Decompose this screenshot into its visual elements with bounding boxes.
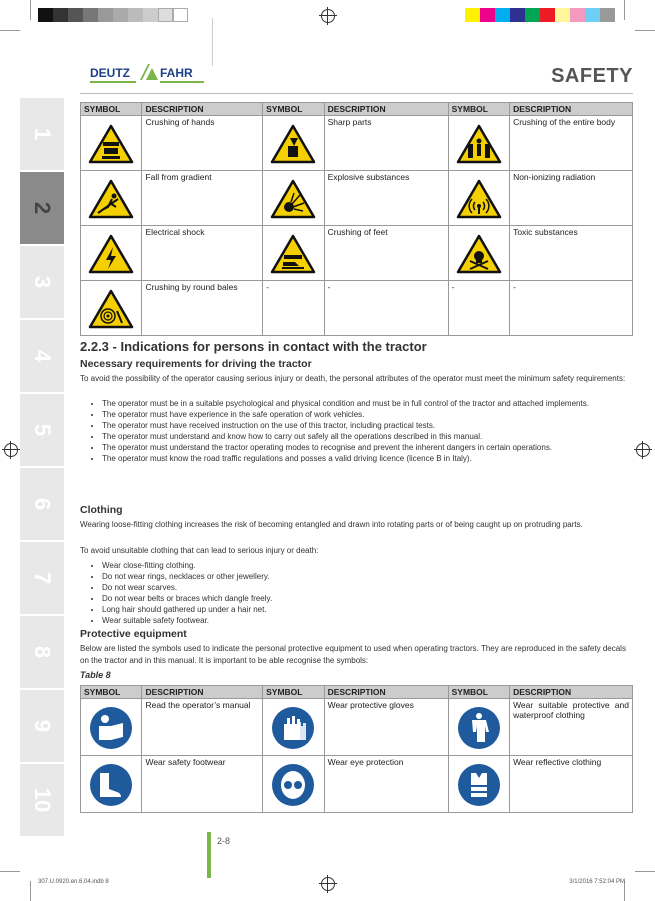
crop-mark	[624, 0, 625, 20]
chapter-tab-6[interactable]: 6	[20, 468, 64, 540]
requirements-list	[90, 398, 642, 464]
symbol-cell	[448, 756, 509, 813]
page-number-bar	[207, 832, 211, 878]
description-cell: Crushing of the entire body	[510, 116, 633, 171]
protective-gloves-icon	[271, 706, 315, 750]
description-cell: Fall from gradient	[142, 171, 263, 226]
list-item: • Wear close-fitting clothing.	[102, 560, 642, 571]
list-item: • The operator must understand and know how to carry out safely all the operations described in this manual.	[102, 431, 642, 442]
list-item: • Do not wear scarves.	[102, 582, 642, 593]
description-cell: Crushing by round bales	[142, 281, 263, 336]
column-header: SYMBOL	[81, 103, 142, 116]
chapter-tab-2[interactable]: 2	[20, 172, 64, 244]
symbol-cell	[448, 116, 509, 171]
table-row	[81, 756, 633, 813]
symbol-cell	[263, 699, 324, 756]
description-cell: Wear eye protection	[324, 756, 448, 813]
crop-mark	[0, 871, 20, 872]
column-header: SYMBOL	[263, 686, 324, 699]
table-header-row	[81, 103, 633, 116]
list-item: • Do not wear rings, necklaces or other jewellery.	[102, 571, 642, 582]
column-header: DESCRIPTION	[142, 103, 263, 116]
registration-mark-top	[321, 9, 335, 23]
protective-equipment-heading: Protective equipment	[80, 628, 187, 640]
protective-clothing-icon	[457, 706, 501, 750]
electrical-shock-warning-icon	[88, 234, 134, 274]
list-item: • Do not wear belts or braces which dangle freely.	[102, 593, 642, 604]
crushing-hands-warning-icon	[88, 124, 134, 164]
chapter-tab-10[interactable]: 10	[20, 764, 64, 836]
description-cell: Non-ionizing radiation	[510, 171, 633, 226]
requirements-intro: To avoid the possibility of the operator causing serious injury or death, the personal attributes of the operator must meet the minimum safety requirements:	[80, 374, 626, 383]
crushing-body-warning-icon	[456, 124, 502, 164]
symbol-cell	[81, 171, 142, 226]
description-cell: Read the operator’s manual	[142, 699, 263, 756]
warning-symbols-table	[80, 102, 633, 336]
empty-symbol-cell: -	[263, 281, 324, 336]
symbol-cell	[81, 226, 142, 281]
safety-footwear-icon	[89, 763, 133, 807]
list-item: • The operator must have experience in the safe operation of work vehicles.	[102, 409, 642, 420]
crushing-feet-warning-icon	[270, 234, 316, 274]
list-item: • The operator must have received instruction on the use of this tractor, including practical tests.	[102, 420, 642, 431]
column-header: DESCRIPTION	[324, 686, 448, 699]
symbol-cell	[448, 171, 509, 226]
description-cell: Wear suitable protective and waterproof clothing	[510, 699, 633, 756]
empty-symbol-cell: -	[448, 281, 509, 336]
chapter-tab-1[interactable]: 1	[20, 98, 64, 170]
description-cell: Wear reflective clothing	[510, 756, 633, 813]
description-cell: Crushing of hands	[142, 116, 263, 171]
symbol-cell	[448, 699, 509, 756]
table-header-row	[81, 686, 633, 699]
print-date: 3/1/2016 7:52:04 PM	[569, 879, 625, 885]
description-cell: -	[510, 281, 633, 336]
column-header: SYMBOL	[81, 686, 142, 699]
crop-mark	[635, 30, 655, 31]
symbol-cell	[81, 699, 142, 756]
list-item: • The operator must be in a suitable psychological and physical condition and must be in full control of the tractor and attached implements.	[102, 398, 642, 409]
ppe-symbols-table	[80, 685, 633, 813]
symbol-cell	[448, 226, 509, 281]
table-row	[81, 226, 633, 281]
column-header: SYMBOL	[263, 103, 324, 116]
explosive-substances-warning-icon	[270, 179, 316, 219]
description-cell: Wear safety footwear	[142, 756, 263, 813]
table-caption: Table 8	[80, 670, 111, 680]
requirements-heading: Necessary requirements for driving the tractor	[80, 358, 312, 370]
description-cell: Sharp parts	[324, 116, 448, 171]
page-edge-line	[212, 18, 213, 66]
clothing-list	[90, 560, 642, 626]
symbol-cell	[263, 226, 324, 281]
registration-mark-left	[4, 443, 18, 457]
chapter-tab-3[interactable]: 3	[20, 246, 64, 318]
description-cell: Wear protective gloves	[324, 699, 448, 756]
non-ionizing-radiation-warning-icon	[456, 179, 502, 219]
list-item: • Long hair should gathered up under a hair net.	[102, 604, 642, 615]
description-cell: -	[324, 281, 448, 336]
header-rule	[80, 93, 633, 94]
chapter-tab-8[interactable]: 8	[20, 616, 64, 688]
symbol-cell	[81, 756, 142, 813]
list-item: • The operator must know the road traffic regulations and posses a valid driving licence (licence B in Italy).	[102, 453, 642, 464]
protective-equipment-intro: Below are listed the symbols used to indicate the personal protective equipment to used when operating tractors. They are reproduced in the safety decals on the tractor and in this manual. It is important to be able recognise the symbols:	[80, 644, 626, 665]
column-header: SYMBOL	[448, 686, 509, 699]
column-header: SYMBOL	[448, 103, 509, 116]
read-manual-icon	[89, 706, 133, 750]
table-row	[81, 116, 633, 171]
page-number: 2-8	[217, 836, 231, 846]
sharp-parts-warning-icon	[270, 124, 316, 164]
chapter-tab-7[interactable]: 7	[20, 542, 64, 614]
column-header: DESCRIPTION	[510, 103, 633, 116]
symbol-cell	[81, 116, 142, 171]
crop-mark	[0, 30, 20, 31]
eye-protection-icon	[271, 763, 315, 807]
crop-mark	[635, 871, 655, 872]
svg-text:FAHR: FAHR	[160, 66, 193, 80]
column-header: DESCRIPTION	[324, 103, 448, 116]
list-item: • The operator must understand the tractor operating modes to recognise and prevent the inherent dangers in certain operations.	[102, 442, 642, 453]
crop-mark	[30, 0, 31, 20]
column-header: DESCRIPTION	[142, 686, 263, 699]
registration-mark-bottom	[321, 877, 335, 891]
column-header: DESCRIPTION	[510, 686, 633, 699]
description-cell: Toxic substances	[510, 226, 633, 281]
svg-text:DEUTZ: DEUTZ	[90, 66, 130, 80]
table-row	[81, 281, 633, 336]
list-item: • Wear suitable safety footwear.	[102, 615, 642, 626]
symbol-cell	[263, 171, 324, 226]
description-cell: Crushing of feet	[324, 226, 448, 281]
clothing-intro: To avoid unsuitable clothing that can lead to serious injury or death:	[80, 546, 319, 555]
clothing-heading: Clothing	[80, 504, 123, 516]
reflective-clothing-icon	[457, 763, 501, 807]
chapter-tab-4[interactable]: 4	[20, 320, 64, 392]
symbol-cell	[81, 281, 142, 336]
chapter-tab-5[interactable]: 5	[20, 394, 64, 466]
round-bales-warning-icon	[88, 289, 134, 329]
fall-from-gradient-warning-icon	[88, 179, 134, 219]
section-heading: 2.2.3 - Indications for persons in contact with the tractor	[80, 339, 427, 354]
deutz-fahr-logo	[90, 60, 210, 86]
file-name: 307.U.0920.en.6.04.indb 8	[38, 879, 109, 885]
toxic-substances-warning-icon	[456, 234, 502, 274]
description-cell: Electrical shock	[142, 226, 263, 281]
table-row	[81, 171, 633, 226]
table-row	[81, 699, 633, 756]
description-cell: Explosive substances	[324, 171, 448, 226]
page-title: SAFETY	[551, 65, 633, 87]
crop-mark	[30, 881, 31, 901]
symbol-cell	[263, 756, 324, 813]
clothing-paragraph: Wearing loose-fitting clothing increases the risk of becoming entangled and drawn into rotating parts or of being caught up on protruding parts.	[80, 520, 583, 529]
chapter-tab-9[interactable]: 9	[20, 690, 64, 762]
chapter-tabs	[20, 98, 64, 838]
symbol-cell	[263, 116, 324, 171]
